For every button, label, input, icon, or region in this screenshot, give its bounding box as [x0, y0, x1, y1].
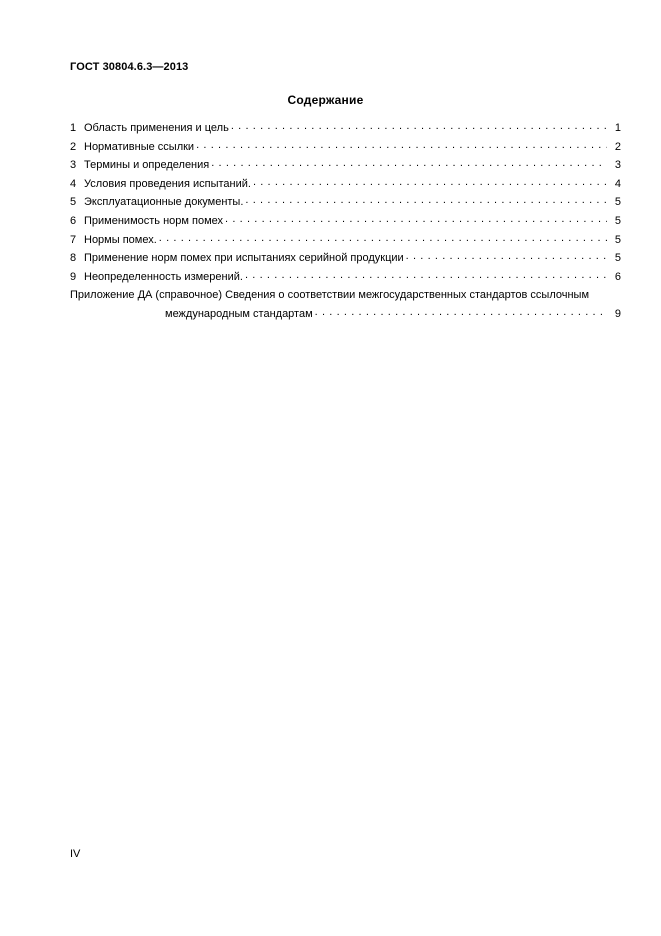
toc-entry-number: 2 — [70, 140, 77, 153]
toc-entry-number: 3 — [70, 159, 77, 172]
toc-entry-label: Условия проведения испытаний. — [84, 177, 251, 190]
toc-entry-number: 6 — [70, 214, 77, 227]
dot-leader — [406, 250, 607, 261]
dot-leader — [253, 176, 607, 187]
toc-entry-page: 5 — [614, 233, 621, 246]
toc-entry-number: 5 — [70, 196, 77, 209]
page-title — [0, 93, 661, 107]
toc-entry[interactable] — [70, 156, 621, 175]
dot-leader — [245, 194, 607, 205]
toc-entry-label: Нормы помех. — [84, 233, 157, 246]
toc-entry-label: Область применения и цель — [84, 122, 229, 134]
toc-entry-label: Термины и определения — [84, 159, 210, 172]
toc-entry-page: 4 — [614, 177, 621, 190]
dot-leader — [231, 120, 607, 131]
toc-entry[interactable] — [70, 193, 621, 212]
toc-entry-number: 8 — [70, 252, 77, 265]
toc-entry[interactable] — [70, 268, 621, 287]
toc-entry-label: Эксплуатационные документы. — [84, 196, 244, 209]
toc-entry[interactable] — [70, 138, 621, 157]
toc-appendix-line2 — [70, 305, 621, 324]
dot-leader — [225, 213, 607, 224]
dot-leader — [315, 306, 607, 317]
dot-leader — [211, 157, 607, 168]
toc-entry-page: 2 — [614, 140, 621, 153]
table-of-contents — [70, 119, 621, 324]
toc-entry-label: Неопределенность измерений. — [84, 270, 243, 283]
toc-entry-label: Нормативные ссылки — [84, 140, 195, 153]
dot-leader — [196, 139, 607, 150]
toc-appendix-label-line2: международным стандартам — [165, 307, 313, 320]
dot-leader — [245, 269, 607, 280]
toc-entry-number: 1 — [70, 122, 77, 134]
toc-entry-page: 5 — [614, 252, 621, 265]
toc-appendix-page: 9 — [614, 307, 621, 320]
toc-entry-page: 5 — [614, 214, 621, 227]
toc-entry[interactable] — [70, 249, 621, 268]
toc-entry-number: 7 — [70, 233, 77, 246]
running-header: ГОСТ 30804.6.3—2013 — [70, 61, 189, 73]
dot-leader — [159, 232, 607, 243]
toc-entry-page: 3 — [614, 159, 621, 172]
toc-entry[interactable] — [70, 119, 621, 138]
toc-appendix-label-line1: Приложение ДА (справочное) Сведения о соответствии межгосударственных стандартов ссылочным — [70, 289, 590, 302]
toc-entry-number: 9 — [70, 270, 77, 283]
toc-entry-page: 1 — [614, 122, 621, 134]
toc-entry-appendix[interactable] — [70, 286, 621, 323]
toc-entry-label: Применимость норм помех — [84, 214, 224, 227]
toc-entry-number: 4 — [70, 177, 77, 190]
page-title-text: Содержание — [287, 93, 364, 107]
toc-entry-page: 6 — [614, 270, 621, 283]
toc-entry[interactable] — [70, 212, 621, 231]
toc-entry-page: 5 — [614, 196, 621, 209]
toc-entry-label: Применение норм помех при испытаниях серийной продукции — [84, 252, 404, 265]
page-folio: IV — [70, 848, 81, 860]
toc-entry[interactable] — [70, 231, 621, 250]
toc-entry[interactable] — [70, 175, 621, 194]
